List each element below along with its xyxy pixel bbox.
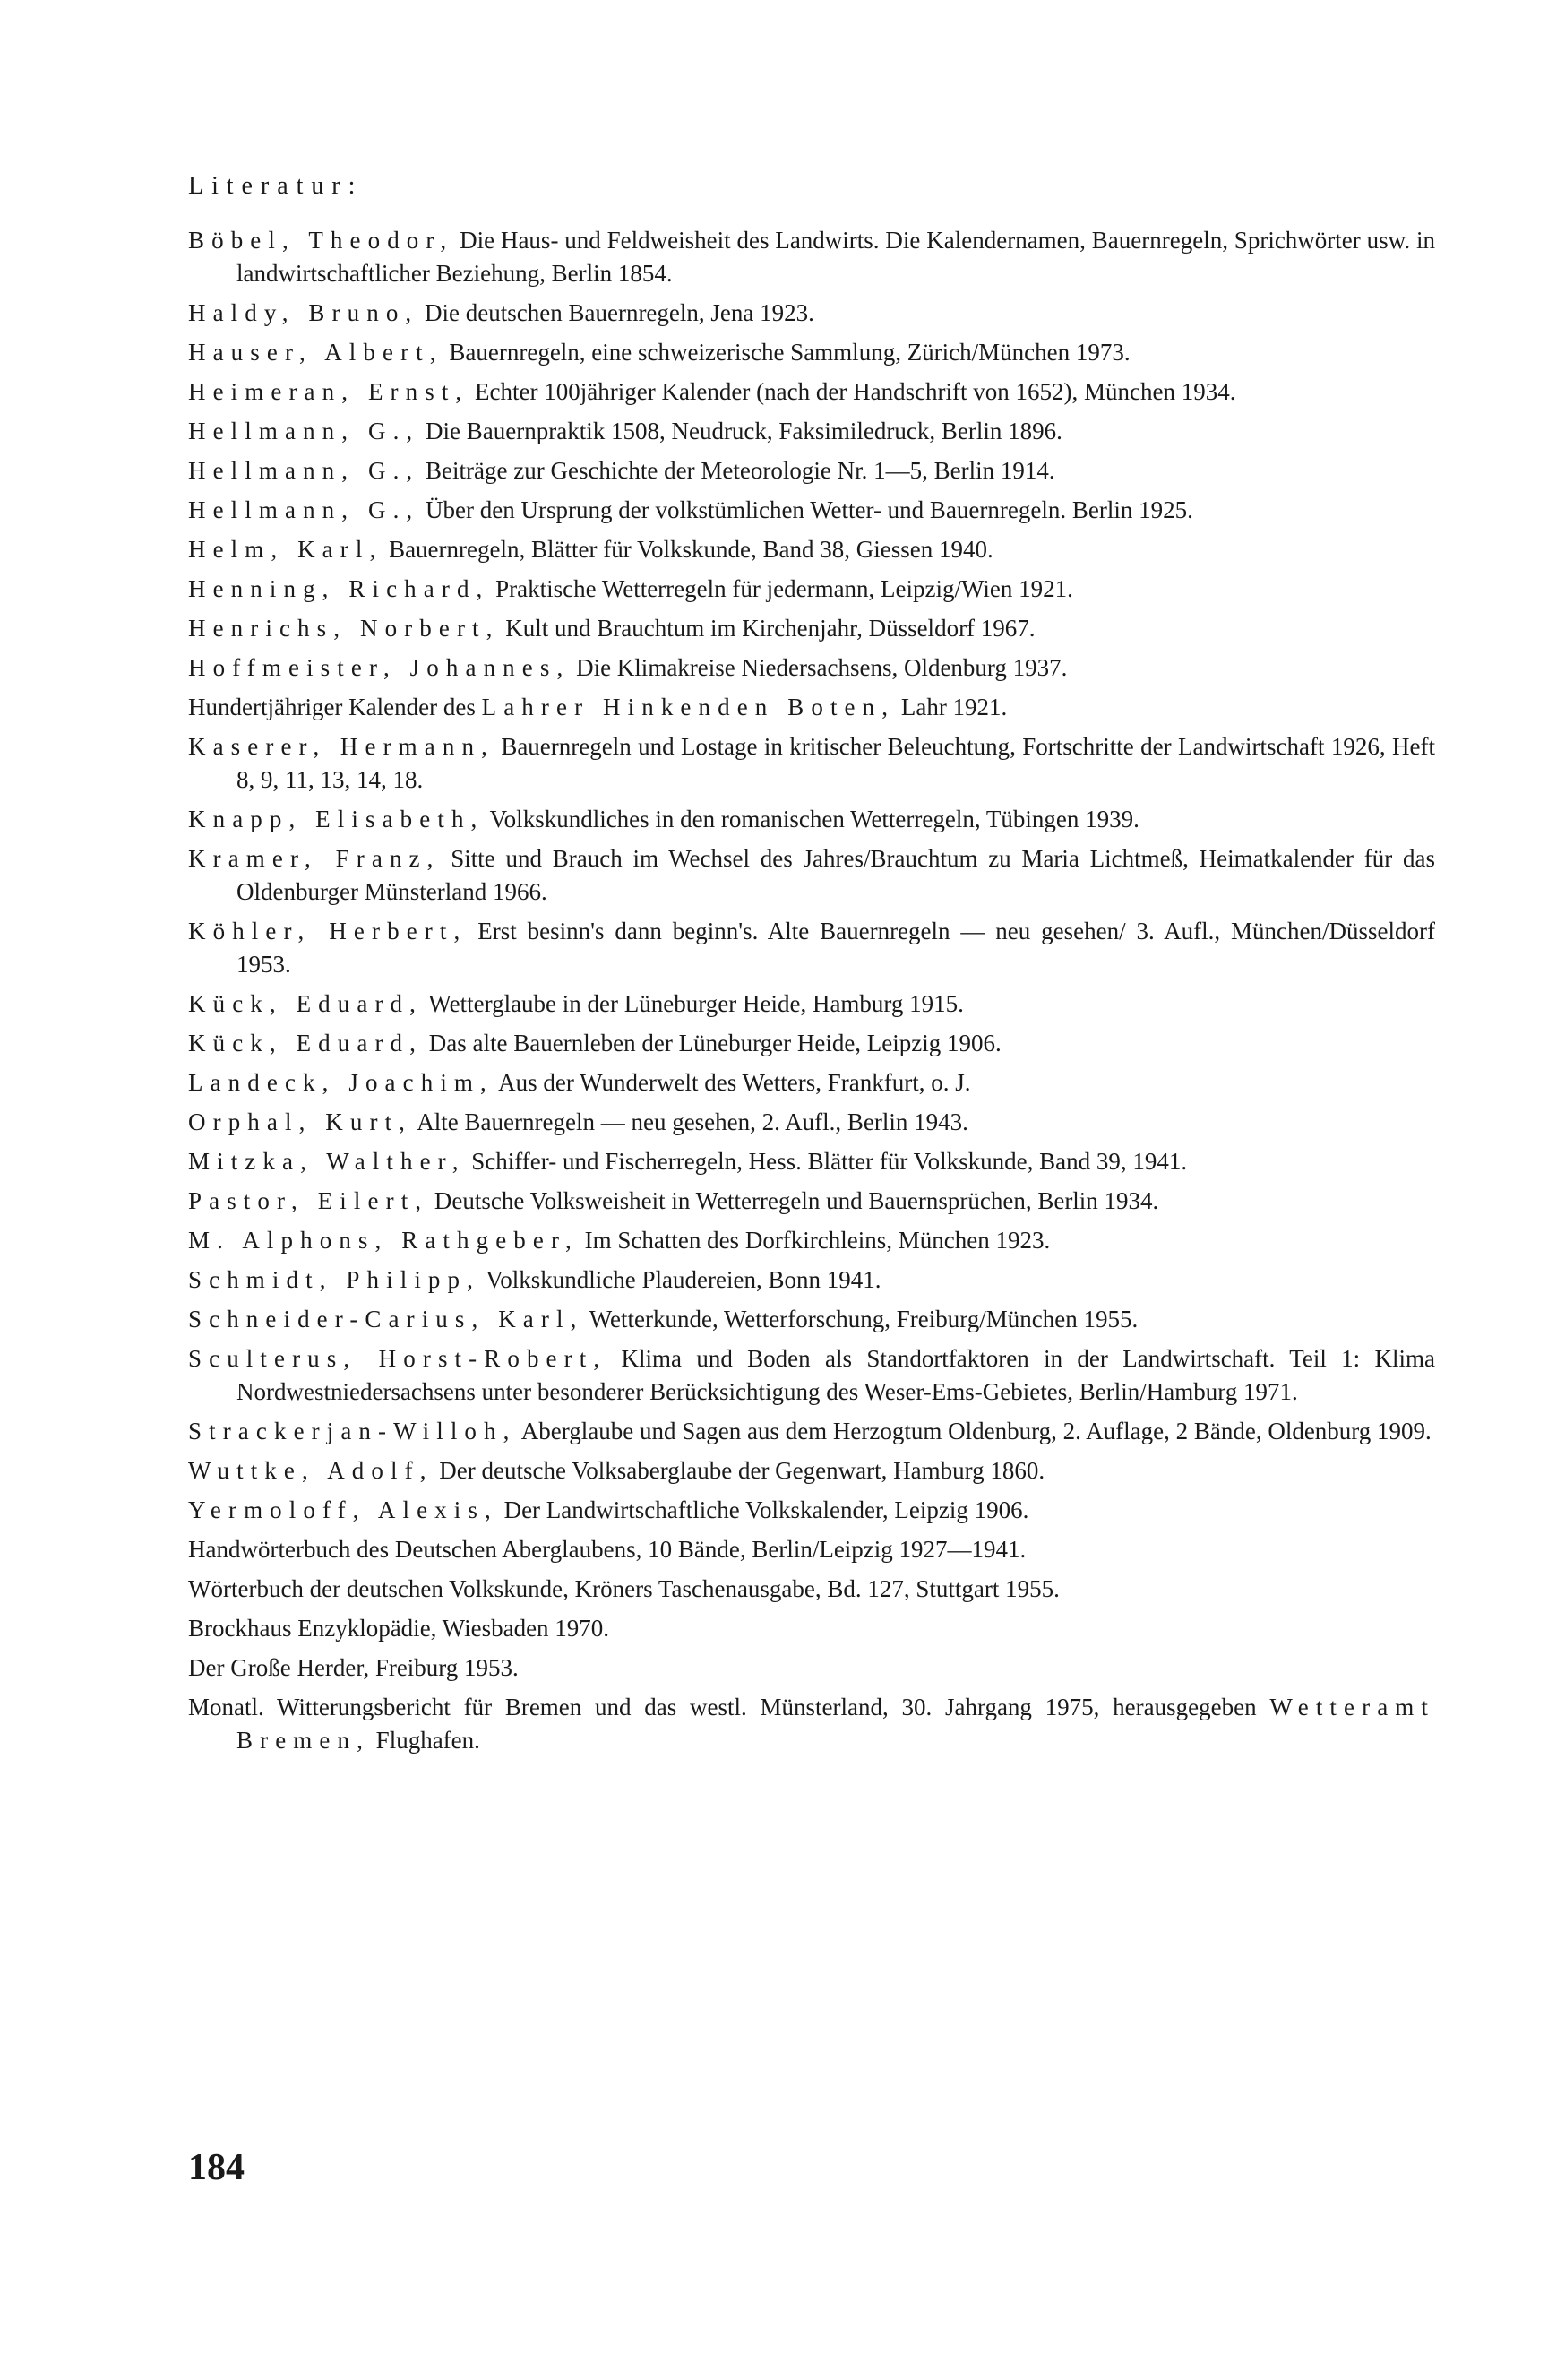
bibliography-entry (188, 842, 1435, 909)
bibliography-entry (188, 573, 1435, 606)
bibliography-entry (188, 533, 1435, 566)
entry-text: Über den Ursprung der volkstümlichen Wetter- und Bauernregeln. Berlin 1925. (419, 496, 1193, 523)
bibliography-entry (188, 454, 1435, 487)
bibliography-entry (188, 224, 1435, 290)
entry-text: Bauernregeln und Lostage in kritischer Beleuchtung, Fortschritte der Landwirtschaft 1926, Heft 8, 9, 11, 13, 14, 18. (236, 733, 1435, 793)
bibliography-entry (188, 1533, 1435, 1566)
entry-text: Der deutsche Volksaberglaube der Gegenwart, Hamburg 1860. (433, 1457, 1045, 1484)
entry-text: Flughafen. (369, 1727, 480, 1754)
entry-author: Strackerjan-Willoh, (188, 1418, 517, 1444)
entry-author: Hoffmeister, Johannes, (188, 654, 571, 681)
entry-text: Der Große Herder, Freiburg 1953. (188, 1654, 519, 1681)
bibliography-entry (188, 691, 1435, 724)
entry-text: Deutsche Volksweisheit in Wetterregeln und Bauernsprüchen, Berlin 1934. (428, 1187, 1159, 1214)
page-number: 184 (188, 2147, 245, 2188)
bibliography-entry (188, 1224, 1435, 1257)
entry-text: Die Klimakreise Niedersachsens, Oldenburg 1937. (570, 654, 1068, 681)
entry-text: Volkskundliches in den romanischen Wetterregeln, Tübingen 1939. (484, 806, 1140, 832)
entry-author: Heimeran, Ernst, (188, 378, 469, 405)
bibliography-entry (188, 1263, 1435, 1297)
bibliography (188, 168, 1435, 1757)
entry-text: Klima und Boden als Standortfaktoren in der Landwirtschaft. Teil 1: Klima Nordwestniedersachsens unter besonderer Berücksichtigung des Weser-Ems-Gebietes, Berlin/Hamburg 1971. (236, 1345, 1435, 1405)
entry-author: Kramer, Franz, (188, 845, 441, 872)
entry-author: Wetteramt Bremen, (236, 1694, 1435, 1754)
entry-text: Erst besinn's dann beginn's. Alte Bauernregeln — neu gesehen/ 3. Aufl., München/Düsseldorf 1953. (236, 918, 1435, 978)
entry-author: Orphal, Kurt, (188, 1108, 413, 1135)
entry-author: Pastor, Eilert, (188, 1187, 429, 1214)
entry-author: Schneider-Carius, Karl, (188, 1306, 584, 1332)
entry-text: Aberglaube und Sagen aus dem Herzogtum Oldenburg, 2. Auflage, 2 Bände, Oldenburg 1909. (516, 1418, 1432, 1444)
entry-text: Aus der Wunderwelt des Wetters, Frankfurt, o. J. (493, 1069, 971, 1096)
bibliography-entry (188, 651, 1435, 685)
entry-text: Monatl. Witterungsbericht für Bremen und das westl. Münsterland, 30. Jahrgang 1975, herausgegeben (188, 1694, 1270, 1720)
entry-text: Die Haus- und Feldweisheit des Landwirts. Die Kalendernamen, Bauernregeln, Sprichwörter usw. in landwirtschaftlicher Beziehung, Berlin 1854. (236, 227, 1435, 287)
entry-text: Die Bauernpraktik 1508, Neudruck, Faksimiledruck, Berlin 1896. (419, 418, 1062, 444)
bibliography-entry (188, 803, 1435, 836)
entry-text: Brockhaus Enzyklopädie, Wiesbaden 1970. (188, 1615, 610, 1642)
entry-author: Knapp, Elisabeth, (188, 806, 485, 832)
bibliography-entry (188, 612, 1435, 645)
entry-author: Schmidt, Philipp, (188, 1266, 480, 1293)
entry-text: Alte Bauernregeln — neu gesehen, 2. Aufl., Berlin 1943. (412, 1108, 968, 1135)
bibliography-entry (188, 494, 1435, 527)
entry-author: Hellmann, G., (188, 418, 420, 444)
entry-text: Wetterkunde, Wetterforschung, Freiburg/München 1955. (583, 1306, 1139, 1332)
entry-author: Wuttke, Adolf, (188, 1457, 434, 1484)
bibliography-entry (188, 1027, 1435, 1060)
entry-author: Hauser, Albert, (188, 339, 443, 366)
entry-author: Kück, Eduard, (188, 990, 424, 1017)
bibliography-entry (188, 1342, 1435, 1409)
entry-text: Bauernregeln, eine schweizerische Sammlung, Zürich/München 1973. (443, 339, 1131, 366)
entry-text: Wetterglaube in der Lüneburger Heide, Hamburg 1915. (423, 990, 964, 1017)
entry-author: Mitzka, Walther, (188, 1148, 466, 1175)
entry-text: Wörterbuch der deutschen Volkskunde, Kröners Taschenausgabe, Bd. 127, Stuttgart 1955. (188, 1575, 1060, 1602)
entry-author: Hellmann, G., (188, 457, 420, 484)
bibliography-entry (188, 1185, 1435, 1218)
entry-author: Landeck, Joachim, (188, 1069, 494, 1096)
bibliography-entry (188, 1415, 1435, 1448)
entry-text: Volkskundliche Plaudereien, Bonn 1941. (479, 1266, 882, 1293)
entry-text: Die deutschen Bauernregeln, Jena 1923. (418, 299, 814, 326)
entry-text: Beiträge zur Geschichte der Meteorologie Nr. 1—5, Berlin 1914. (419, 457, 1055, 484)
bibliography-entry (188, 915, 1435, 981)
entry-author: Kück, Eduard, (188, 1030, 424, 1056)
entry-author: Henning, Richard, (188, 575, 490, 602)
entry-author: Hellmann, G., (188, 496, 420, 523)
bibliography-entry (188, 1145, 1435, 1178)
entry-author: Helm, Karl, (188, 536, 383, 563)
entry-text: Praktische Wetterregeln für jedermann, Leipzig/Wien 1921. (489, 575, 1073, 602)
entry-text: Das alte Bauernleben der Lüneburger Heide, Leipzig 1906. (423, 1030, 1002, 1056)
bibliography-entry (188, 1454, 1435, 1488)
bibliography-entry (188, 987, 1435, 1021)
bibliography-list (188, 224, 1435, 1757)
bibliography-entry (188, 1106, 1435, 1139)
bibliography-entry (188, 297, 1435, 330)
bibliography-entry (188, 1066, 1435, 1099)
bibliography-entry (188, 375, 1435, 409)
entry-text: Bauernregeln, Blätter für Volkskunde, Band 38, Giessen 1940. (383, 536, 993, 563)
bibliography-entry (188, 730, 1435, 797)
bibliography-entry (188, 1612, 1435, 1645)
entry-author: Köhler, Herbert, (188, 918, 468, 944)
bibliography-entry (188, 1691, 1435, 1757)
entry-author: Henrichs, Norbert, (188, 615, 500, 642)
section-heading: Literatur: (188, 172, 364, 200)
bibliography-entry (188, 415, 1435, 448)
bibliography-entry (188, 1651, 1435, 1685)
entry-text: Kult und Brauchtum im Kirchenjahr, Düsseldorf 1967. (499, 615, 1036, 642)
entry-author: Böbel, Theodor, (188, 227, 454, 254)
entry-author: Yermoloff, Alexis, (188, 1496, 498, 1523)
entry-text: Im Schatten des Dorfkirchleins, München 1923. (578, 1227, 1051, 1254)
bibliography-entry (188, 1494, 1435, 1527)
entry-author: Kaserer, Hermann, (188, 733, 494, 760)
entry-author: Lahrer Hinkenden Boten, (481, 694, 896, 720)
entry-author: Sculterus, Horst-Robert, (188, 1345, 607, 1372)
entry-text: Lahr 1921. (895, 694, 1008, 720)
entry-text: Echter 100jähriger Kalender (nach der Handschrift von 1652), München 1934. (469, 378, 1236, 405)
entry-author: M. Alphons, Rathgeber, (188, 1227, 579, 1254)
bibliography-entry (188, 1303, 1435, 1336)
entry-text: Schiffer- und Fischerregeln, Hess. Blätter für Volkskunde, Band 39, 1941. (465, 1148, 1188, 1175)
entry-text: Handwörterbuch des Deutschen Aberglaubens, 10 Bände, Berlin/Leipzig 1927—1941. (188, 1536, 1027, 1563)
bibliography-entry (188, 336, 1435, 369)
entry-text: Hundertjähriger Kalender des (188, 694, 482, 720)
entry-author: Haldy, Bruno, (188, 299, 419, 326)
bibliography-entry (188, 1573, 1435, 1606)
entry-text: Der Landwirtschaftliche Volkskalender, Leipzig 1906. (497, 1496, 1029, 1523)
entry-text: Sitte und Brauch im Wechsel des Jahres/Brauchtum zu Maria Lichtmeß, Heimatkalender für das Oldenburger Münsterland 1966. (236, 845, 1435, 905)
